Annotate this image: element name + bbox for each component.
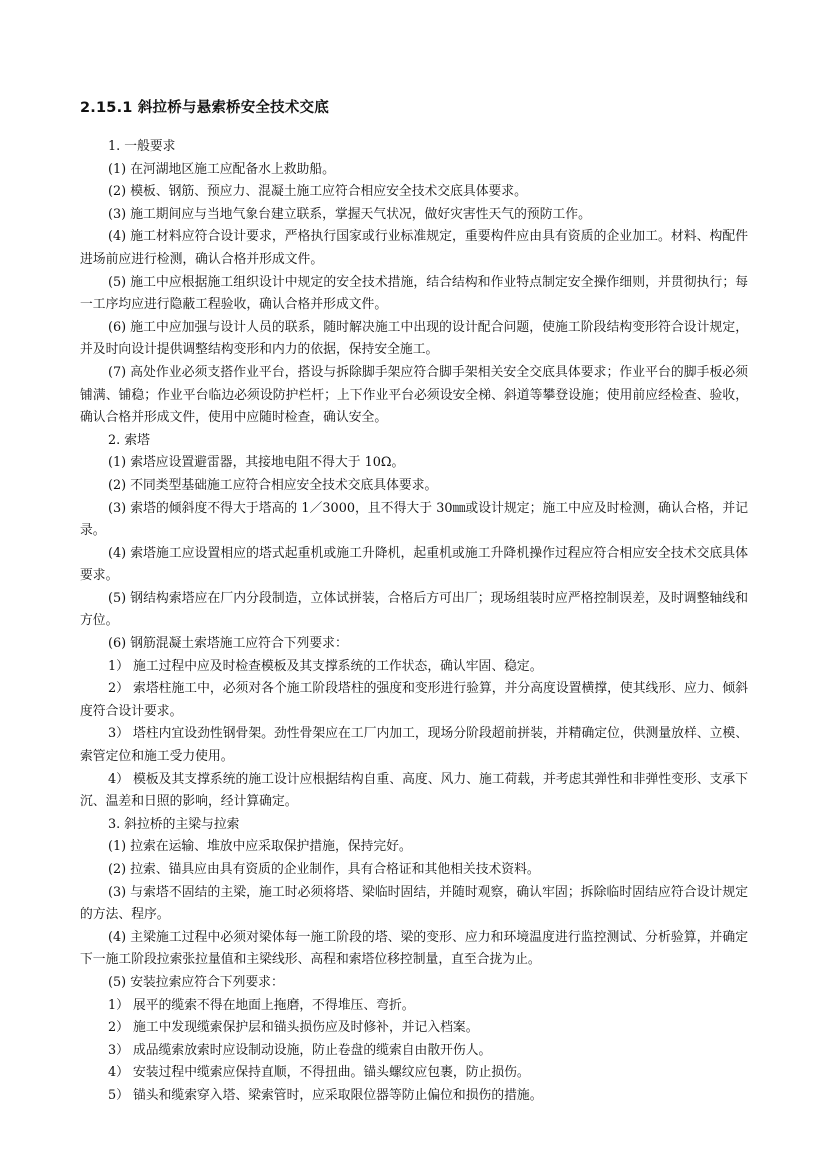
- subsection-heading: 2. 索塔: [108, 432, 150, 448]
- paragraph: (3) 与索塔不固结的主梁，施工时必须将塔、梁临时固结，并随时观察，确认牢固；拆除临时固结应符合设计规定的方法、程序。: [80, 884, 748, 923]
- list-item: 1） 展平的缆索不得在地面上拖磨，不得堆压、弯折。: [108, 997, 415, 1013]
- subsection-heading: 3. 斜拉桥的主梁与拉索: [108, 816, 240, 832]
- paragraph: (6) 钢筋混凝土索塔施工应符合下列要求：: [108, 636, 348, 652]
- paragraph: (3) 索塔的倾斜度不得大于塔高的 1／3000，且不得大于 30㎜或设计规定；施工中应及时检测，确认合格，并记录。: [80, 500, 748, 539]
- paragraph: (1) 索塔应设置避雷器，其接地电阻不得大于 10Ω。: [108, 455, 405, 471]
- paragraph: (7) 高处作业必须支搭作业平台，搭设与拆除脚手架应符合脚手架相关安全交底具体要求；作业平台的脚手板必须铺满、铺稳；作业平台临边必须设防护栏杆；上下作业平台必须设安全梯、斜道等攀登设施；使用前应经检查、验收，确认合格并形成文件，使用中应随时检查，确认安全。: [80, 364, 748, 426]
- paragraph: (4) 施工材料应符合设计要求，严格执行国家或行业标准规定，重要构件应由具有资质的企业加工。材料、构配件进场前应进行检测，确认合格并形成文件。: [80, 229, 748, 267]
- list-item: 1） 施工过程中应及时检查模板及其支撑系统的工作状态，确认牢固、稳定。: [108, 658, 543, 674]
- list-item: 3） 塔柱内宜设劲性钢骨架。劲性骨架应在工厂内加工，现场分阶段超前拼装，并精确定位，供测量放样、立模、索管定位和施工受力使用。: [80, 726, 748, 765]
- list-item: 5） 锚头和缆索穿入塔、梁索管时，应采取限位器等防止偏位和损伤的措施。: [108, 1087, 543, 1103]
- list-item: 4） 模板及其支撑系统的施工设计应根据结构自重、高度、风力、施工荷载，并考虑其弹性和非弹性变形、支承下沉、温差和日照的影响，经计算确定。: [80, 771, 748, 810]
- document-body: [80, 136, 748, 1108]
- subsection-heading: 1. 一般要求: [108, 139, 176, 154]
- paragraph: (2) 模板、钢筋、预应力、混凝土施工应符合相应安全技术交底具体要求。: [108, 184, 527, 200]
- paragraph: (1) 在河湖地区施工应配备水上救助船。: [108, 161, 335, 177]
- paragraph: (3) 施工期间应与当地气象台建立联系，掌握天气状况，做好灾害性天气的预防工作。: [108, 206, 591, 222]
- list-item: 2） 索塔柱施工中，必须对各个施工阶段塔柱的强度和变形进行验算，并分高度设置横撑，使其线形、应力、倾斜度符合设计要求。: [80, 681, 748, 719]
- paragraph: (2) 不同类型基础施工应符合相应安全技术交底具体要求。: [108, 477, 438, 493]
- paragraph: (6) 施工中应加强与设计人员的联系，随时解决施工中出现的设计配合问题，使施工阶段结构变形符合设计规定，并及时向设计提供调整结构变形和内力的依据，保持安全施工。: [80, 319, 748, 358]
- paragraph: (5) 施工中应根据施工组织设计中规定的安全技术措施，结合结构和作业特点制定安全操作细则，并贯彻执行；每一工序均应进行隐蔽工程验收，确认合格并形成文件。: [80, 274, 748, 313]
- paragraph: (2) 拉索、锚具应由具有资质的企业制作，具有合格证和其他相关技术资料。: [108, 862, 540, 877]
- list-item: 4） 安装过程中缆索应保持直顺，不得扭曲。锚头螺纹应包裹，防止损伤。: [108, 1065, 530, 1081]
- list-item: 2） 施工中发现缆索保护层和锚头损伤应及时修补，并记入档案。: [108, 1020, 479, 1036]
- paragraph: (4) 索塔施工应设置相应的塔式起重机或施工升降机，起重机或施工升降机操作过程应符合相应安全技术交底具体要求。: [80, 545, 748, 584]
- section-title: 2.15.1 斜拉桥与悬索桥安全技术交底: [80, 100, 329, 116]
- paragraph: (4) 主梁施工过程中必须对梁体每一施工阶段的塔、梁的变形、应力和环境温度进行监控测试、分析验算，并确定下一施工阶段拉索张拉量值和主梁线形、高程和索塔位移控制量，直至合拢为止。: [80, 929, 748, 968]
- list-item: 3） 成品缆索放索时应设制动设施，防止卷盘的缆索自由散开伤人。: [108, 1042, 492, 1058]
- paragraph: (5) 安装拉索应符合下列要求：: [108, 974, 284, 990]
- paragraph: (5) 钢结构索塔应在厂内分段制造，立体试拼装，合格后方可出厂；现场组装时应严格控制误差，及时调整轴线和方位。: [80, 590, 748, 629]
- paragraph: (1) 拉索在运输、堆放中应采取保护措施，保持完好。: [108, 839, 412, 855]
